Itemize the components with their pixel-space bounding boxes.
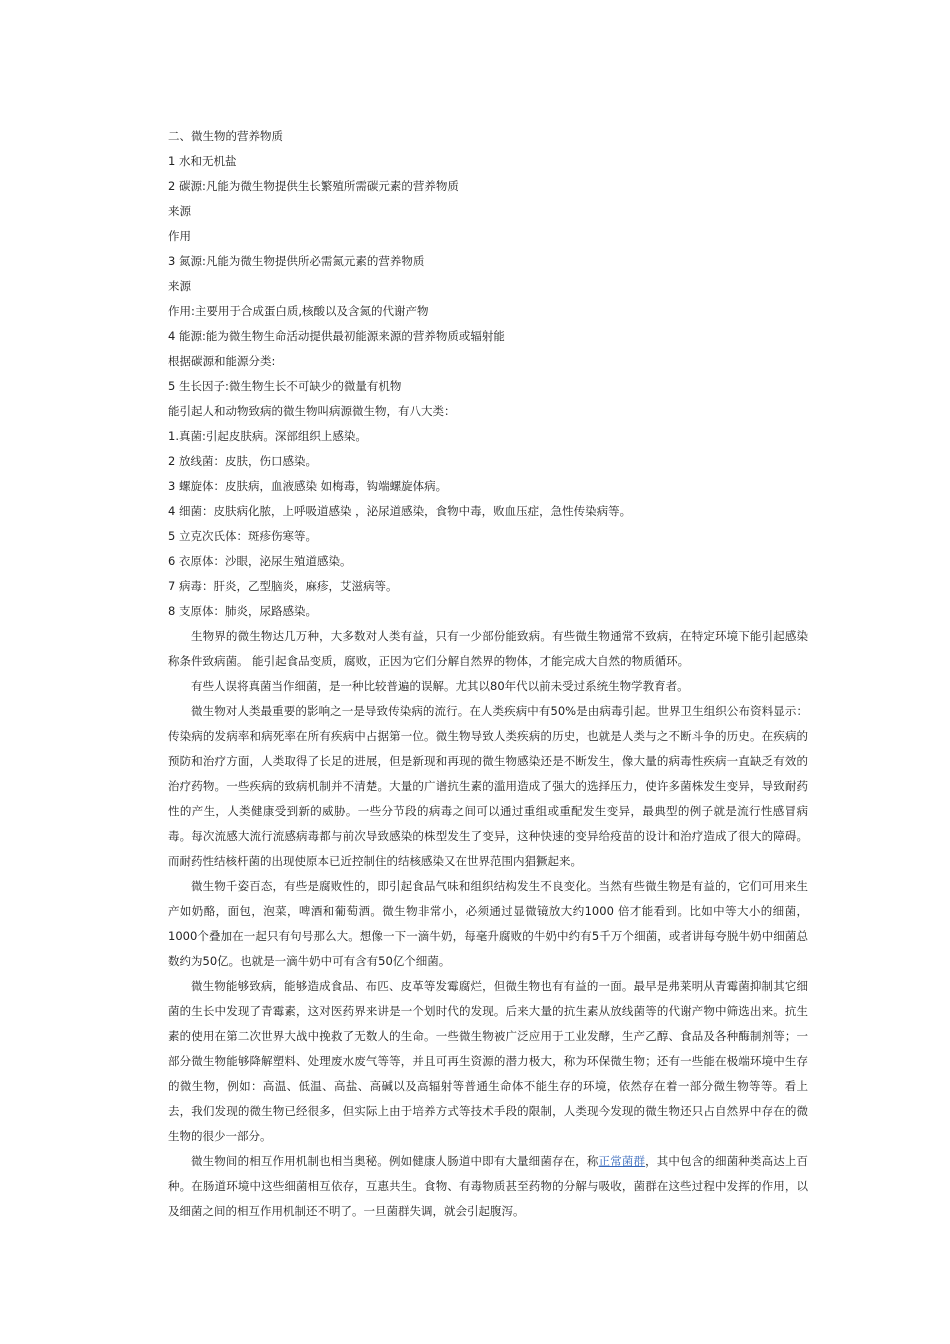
list-item: 4 细菌：皮肤病化脓，上呼吸道感染 ，泌尿道感染，食物中毒，败血压症，急性传染病等。 xyxy=(168,504,632,518)
document-body xyxy=(168,124,808,1224)
list-item: 8 支原体：肺炎，尿路感染。 xyxy=(168,604,317,618)
list-item: 5 立克次氏体：斑疹伤寒等。 xyxy=(168,529,317,543)
text-line: 能引起人和动物致病的微生物叫病源微生物，有八大类： xyxy=(168,404,456,418)
paragraph-text: ，其中包含的细菌种类高达上百种。在肠道环境中这些细菌相互依存，互惠共生。食物、有毒物质甚至药物的分解与吸收，菌群在这些过程中发挥的作用，以及细菌之间的相互作用机制还不明了。一旦菌群失调，就会引起腹泻。 xyxy=(168,1154,808,1218)
text-line: 4 能源:能为微生物生命活动提供最初能源来源的营养物质或辐射能 xyxy=(168,329,505,343)
section-heading: 二、微生物的营养物质 xyxy=(168,129,283,143)
paragraph: 微生物能够致病，能够造成食品、布匹、皮革等发霉腐烂，但微生物也有有益的一面。最早是弗莱明从青霉菌抑制其它细菌的生长中发现了青霉素，这对医药界来讲是一个划时代的发现。后来大量的抗生素从放线菌等的代谢产物中筛选出来。抗生素的使用在第二次世界大战中挽救了无数人的生命。一些微生物被广泛应用于工业发酵，生产乙醇、食品及各种酶制剂等；一部分微生物能够降解塑料、处理废水废气等等，并且可再生资源的潜力极大，称为环保微生物；还有一些能在极端环境中生存的微生物，例如：高温、低温、高盐、高碱以及高辐射等普通生命体不能生存的环境，依然存在着一部分微生物等等。看上去，我们发现的微生物已经很多，但实际上由于培养方式等技术手段的限制，人类现今发现的微生物还只占自然界中存在的微生物的很少一部分。 xyxy=(168,979,808,1143)
text-line: 5 生长因子:微生物生长不可缺少的微量有机物 xyxy=(168,379,402,393)
text-line: 2 碳源:凡能为微生物提供生长繁殖所需碳元素的营养物质 xyxy=(168,179,459,193)
list-item: 6 衣原体：沙眼，泌尿生殖道感染。 xyxy=(168,554,352,568)
list-item: 1.真菌:引起皮肤病。深部组织上感染。 xyxy=(168,429,367,443)
paragraph xyxy=(168,1149,808,1224)
text-line: 来源 xyxy=(168,279,191,293)
text-line: 根据碳源和能源分类: xyxy=(168,354,276,368)
text-line: 作用:主要用于合成蛋白质,核酸以及含氮的代谢产物 xyxy=(168,304,429,318)
list-item: 2 放线菌：皮肤，伤口感染。 xyxy=(168,454,317,468)
list-item: 7 病毒：肝炎，乙型脑炎，麻疹，艾滋病等。 xyxy=(168,579,398,593)
paragraph: 微生物对人类最重要的影响之一是导致传染病的流行。在人类疾病中有50%是由病毒引起。世界卫生组织公布资料显示：传染病的发病率和病死率在所有疾病中占据第一位。微生物导致人类疾病的历史，也就是人类与之不断斗争的历史。在疾病的预防和治疗方面，人类取得了长足的进展，但是新现和再现的微生物感染还是不断发生，像大量的病毒性疾病一直缺乏有效的治疗药物。一些疾病的致病机制并不清楚。大量的广谱抗生素的滥用造成了强大的选择压力，使许多菌株发生变异，导致耐药性的产生，人类健康受到新的威胁。一些分节段的病毒之间可以通过重组或重配发生变异，最典型的例子就是流行性感冒病毒。每次流感大流行流感病毒都与前次导致感染的株型发生了变异，这种快速的变异给疫苗的设计和治疗造成了很大的障碍。而耐药性结核杆菌的出现使原本已近控制住的结核感染又在世界范围内猖獗起来。 xyxy=(168,704,808,868)
paragraph: 有些人误将真菌当作细菌，是一种比较普遍的误解。尤其以80年代以前未受过系统生物学教育者。 xyxy=(191,679,689,693)
text-line: 3 氮源:凡能为微生物提供所必需氮元素的营养物质 xyxy=(168,254,425,268)
text-line: 来源 xyxy=(168,204,191,218)
paragraph-text: 微生物间的相互作用机制也相当奥秘。例如健康人肠道中即有大量细菌存在，称 xyxy=(191,1154,599,1168)
paragraph: 生物界的微生物达几万种，大多数对人类有益，只有一少部份能致病。有些微生物通常不致病，在特定环境下能引起感染称条件致病菌。 能引起食品变质，腐败，正因为它们分解自然界的物体，才能完成大自然的物质循环。 xyxy=(168,629,808,668)
paragraph: 微生物千姿百态，有些是腐败性的，即引起食品气味和组织结构发生不良变化。当然有些微生物是有益的，它们可用来生产如奶酪，面包，泡菜，啤酒和葡萄酒。微生物非常小，必须通过显微镜放大约1000 倍才能看到。比如中等大小的细菌，1000个叠加在一起只有句号那么大。想像一下一滴牛奶，每毫升腐败的牛奶中约有5千万个细菌，或者讲每夸脱牛奶中细菌总数约为50亿。也就是一滴牛奶中可有含有50亿个细菌。 xyxy=(168,879,808,968)
text-line: 作用 xyxy=(168,229,191,243)
text-line: 1 水和无机盐 xyxy=(168,154,237,168)
normal-flora-link[interactable]: 正常菌群 xyxy=(598,1154,646,1168)
list-item: 3 螺旋体：皮肤病，血液感染 如梅毒，钩端螺旋体病。 xyxy=(168,479,448,493)
